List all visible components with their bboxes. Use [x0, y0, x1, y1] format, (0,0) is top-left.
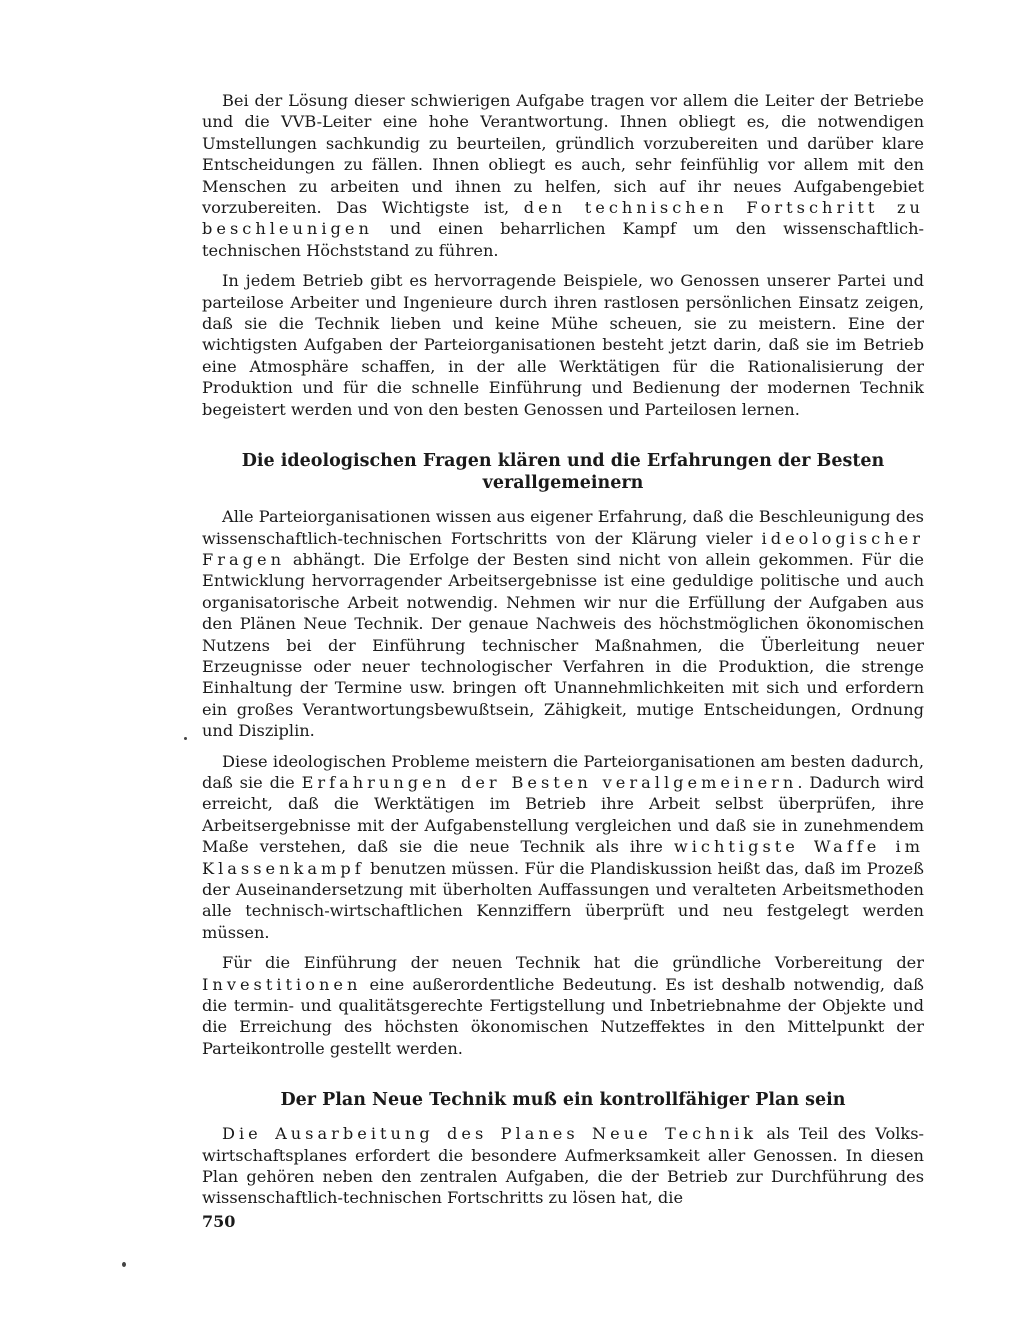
paragraph: [202, 506, 924, 741]
spaced-text-run: Erfahrungen der Besten verallgemeinern: [301, 772, 798, 792]
print-speck: [184, 737, 187, 740]
paragraph: [202, 270, 924, 420]
spaced-text-run: wichtigste Waffe im Klassenkampf: [202, 837, 924, 878]
print-speck: [122, 1262, 126, 1267]
page-body: [202, 90, 924, 1209]
spaced-text-run: den technischen Fortschritt zu beschleunigen: [202, 198, 924, 239]
page-number: 750: [202, 1212, 236, 1231]
text-run: abhängt. Die Erfolge der Besten sind nicht von allein gekommen. Für die Entwicklung hervorragender Arbeitsergebnisse ist eine geduldige politische und auch organisatorische Arbeit notwendig. Nehmen wir nur die Erfüllung der Aufgaben aus den Plänen Neue Technik. Der genaue Nachweis des höchstmöglichen ökonomischen Nutzens bei der Einführung technischer Maßnahmen, die Überleitung neuer Erzeugnisse oder neuer technologischer Verfahren in die Produktion, die strenge Einhaltung der Termine usw. bringen oft Unannehmlichkeiten mit sich und erfordern ein großes Verantwortungsbewußtsein, Zähigkeit, mutige Entscheidungen, Ordnung und Disziplin.: [202, 549, 924, 741]
text-run: Bei der Lösung dieser schwierigen Aufgabe tragen vor allem die Leiter der Betriebe und die VVB-Leiter eine hohe Verantwortung. Ihnen obliegt es, die notwendigen Umstellungen sachkundig zu beurteilen, gründlich vorzubereiten und darüber klare Entscheidungen zu fällen. Ihnen obliegt es auch, sehr feinfühlig vor allem mit den Menschen zu arbeiten und ihnen zu helfen, sich auf ihr neues Aufgabengebiet vorzubereiten. Das Wichtigste ist,: [202, 91, 924, 218]
section-heading: Die ideologischen Fragen klären und die Erfahrungen der Besten verallgemeinern: [241, 451, 885, 494]
paragraph: [202, 90, 924, 261]
text-run: Für die Einführung der neuen Technik hat die gründliche Vorbereitung der: [222, 953, 924, 973]
text-run: Alle Parteiorganisationen wissen aus eigener Erfahrung, daß die Beschleunigung des wissenschaftlich-technischen Fortschritts von der Klärung vieler: [202, 507, 924, 548]
paragraph: [202, 1123, 924, 1209]
text-run: als Teil des Volkswirtschaftsplanes erfordert die besondere Aufmerksamkeit aller Genossen. In diesen Plan gehören neben den zentralen Aufgaben, die der Betrieb zur Durchführung des wissenschaftlich-technischen Fortschritts zu lösen hat, die: [202, 1124, 924, 1208]
section-heading: Der Plan Neue Technik muß ein kontrollfähiger Plan sein: [280, 1090, 846, 1111]
paragraph: [202, 751, 924, 944]
text-run: und einen beharrlichen Kampf um den wissenschaftlich-technischen Höchststand zu führen.: [202, 219, 924, 260]
text-run: eine außerordentliche Bedeutung. Es ist deshalb notwendig, daß die termin- und qualitätsgerechte Fertigstellung und Inbetriebnahme der Objekte und die Erreichung des höchsten ökonomischen Nutzeffektes in den Mittelpunkt der Parteikontrolle gestellt werden.: [202, 974, 924, 1058]
text-run: Diese ideologischen Probleme meistern die Parteiorganisationen am besten dadurch, daß sie die: [202, 751, 924, 792]
spaced-text-run: ideologischer Fragen: [202, 528, 924, 569]
spaced-text-run: Die Ausarbeitung des Planes Neue Technik: [222, 1124, 758, 1144]
text-run: benutzen müssen. Für die Plandiskussion heißt das, daß im Prozeß der Auseinandersetzung mit überholten Auffassungen und veralteten Arbeitsmethoden alle technisch-wirtschaftlichen Kennziffern überprüft und neu festgelegt werden müssen.: [202, 858, 924, 942]
text-run: . Dadurch wird erreicht, daß die Werktätigen im Betrieb ihre Arbeit selbst überprüfen, ihre Arbeitsergebnisse mit der Aufgabenstellung vergleichen und daß sie in zunehmendem Maße verstehen, daß sie die neue Technik als ihre: [202, 772, 924, 857]
spaced-text-run: Investitionen: [202, 974, 362, 994]
paragraph: [202, 952, 924, 1059]
text-run: In jedem Betrieb gibt es hervorragende Beispiele, wo Genossen unserer Partei und parteilose Arbeiter und Ingenieure durch ihren rastlosen persönlichen Einsatz zeigen, daß sie die Technik lieben und keine Mühe scheuen, sie zu meistern. Eine der wichtigsten Aufgaben der Parteiorganisationen besteht jetzt darin, daß sie im Betrieb eine Atmosphäre schaffen, in der alle Werktätigen für die Rationalisierung der Produktion und für die schnelle Einführung und Bedienung der modernen Technik begeistert werden und von den besten Genossen und Parteilosen lernen.: [202, 271, 924, 419]
